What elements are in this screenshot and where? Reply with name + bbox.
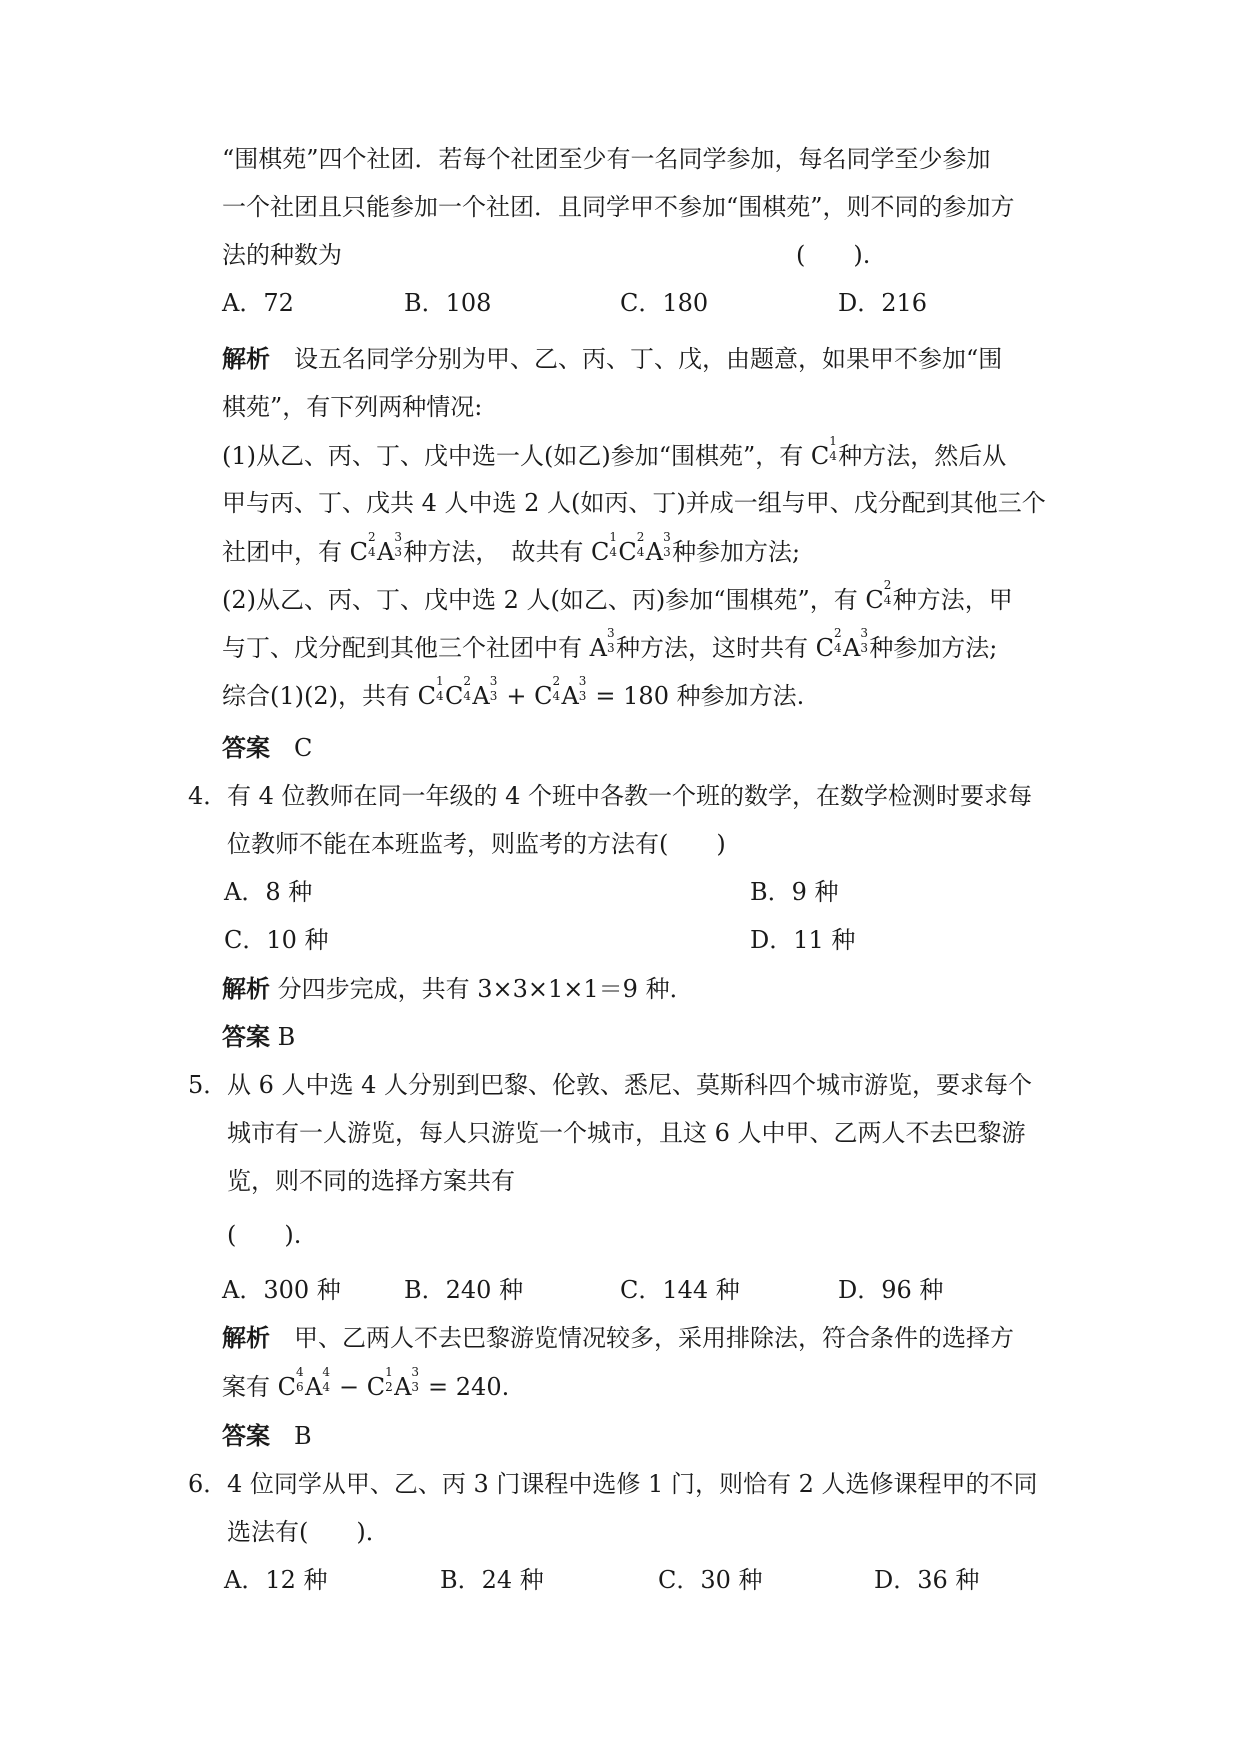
q3-option-a: A．72 bbox=[222, 289, 294, 317]
script-c14e: 1 4 bbox=[435, 674, 444, 703]
script-c24c: 2 4 bbox=[883, 578, 892, 607]
q6-stem-line-1: 4 位同学从甲、乙、丙 3 门课程中选修 1 门，则恰有 2 人选修课程甲的不同 bbox=[227, 1470, 1038, 1498]
script-c41: 1 4 bbox=[829, 434, 837, 463]
script-c24d: 2 4 bbox=[833, 626, 842, 655]
q6-stem-line-2: 选法有( )． bbox=[227, 1518, 390, 1546]
q4-answer: B bbox=[277, 1023, 296, 1051]
script-a44: 4 4 bbox=[322, 1365, 330, 1394]
q3-analysis-line-2: 棋苑”，有下列两种情况: bbox=[222, 393, 483, 421]
q5-number: 5． bbox=[188, 1071, 228, 1099]
q5-stem-line-1: 从 6 人中选 4 人分别到巴黎、伦敦、悉尼、莫斯科四个城市游览，要求每个 bbox=[227, 1071, 1033, 1099]
q3-analysis-line-8: 综合(1)(2)，共有 C 1 4 C 2 4 A 3 3 + C 2 4 A 3 3 = 180 种参加方法. bbox=[222, 674, 805, 710]
q3-answer-paren: ( ). bbox=[796, 241, 871, 269]
q5-analysis-line-1: 解析 甲、乙两人不去巴黎游览情况较多，采用排除法，符合条件的选择方 bbox=[222, 1323, 1014, 1352]
script-c24b: 2 4 bbox=[636, 530, 645, 559]
q4-stem-line-1: 有 4 位教师在同一年级的 4 个班中各教一个班的数学，在数学检测时要求每 bbox=[227, 782, 1033, 810]
q5-option-c: C．144 种 bbox=[620, 1276, 740, 1304]
q5-answer: B bbox=[294, 1422, 312, 1450]
q5-option-b: B．240 种 bbox=[404, 1276, 524, 1304]
q3-stem-line-1: “围棋苑”四个社团．若每个社团至少有一名同学参加，每名同学至少参加 bbox=[222, 145, 991, 173]
q5-option-a: A．300 种 bbox=[222, 1276, 341, 1304]
q5-stem-line-3: 览，则不同的选择方案共有 bbox=[227, 1167, 515, 1195]
script-c24f: 2 4 bbox=[552, 674, 561, 703]
q3-option-d: D．216 bbox=[838, 289, 928, 317]
q4-option-d: D．11 种 bbox=[750, 926, 856, 954]
q5-answer-paren: ( ). bbox=[227, 1221, 302, 1249]
q3-option-b: B．108 bbox=[404, 289, 492, 317]
q5-stem-line-2: 城市有一人游览，每人只游览一个城市，且这 6 人中甲、乙两人不去巴黎游 bbox=[227, 1119, 1026, 1147]
q3-analysis-line-5: 社团中，有 C 2 4 A 3 3 种方法， 故共有 C 1 4 C 2 4 A 3 3 种参加方法; bbox=[222, 530, 801, 566]
q3-analysis-line-3: (1)从乙、丙、丁、戊中选一人(如乙)参加“围棋苑”，有 C 1 4 种方法，然后从 bbox=[222, 434, 1007, 470]
q6-option-c: C．30 种 bbox=[658, 1566, 763, 1594]
script-a33e: 3 3 bbox=[489, 674, 498, 703]
q3-analysis-line-1: 解析 设五名同学分别为甲、乙、丙、丁、戊，由题意，如果甲不参加“围 bbox=[222, 344, 1003, 373]
q5-option-d: D．96 种 bbox=[838, 1276, 944, 1304]
script-c24e: 2 4 bbox=[463, 674, 471, 703]
analysis-label: 解析 bbox=[222, 344, 270, 373]
q5-answer-line: 答案 B bbox=[222, 1421, 312, 1450]
script-a33: 3 3 bbox=[394, 530, 402, 559]
q6-number: 6． bbox=[188, 1470, 228, 1498]
q4-number: 4． bbox=[188, 782, 228, 810]
q3-analysis-line-6: (2)从乙、丙、丁、戊中选 2 人(如乙、丙)参加“围棋苑”，有 C 2 4 种方法，甲 bbox=[222, 578, 1013, 614]
script-c46: 4 6 bbox=[296, 1365, 304, 1394]
q4-answer-line: 答案 B bbox=[222, 1022, 296, 1051]
q3-stem-line-2: 一个社团且只能参加一个社团．且同学甲不参加“围棋苑”，则不同的参加方 bbox=[222, 193, 1015, 221]
q4-analysis: 解析 分四步完成，共有 3×3×1×1＝9 种． bbox=[222, 974, 694, 1003]
script-a33f: 3 3 bbox=[578, 674, 587, 703]
q4-option-b: B．9 种 bbox=[750, 878, 839, 906]
script-c24: 2 4 bbox=[368, 530, 376, 559]
script-a33b: 3 3 bbox=[663, 530, 671, 559]
script-a33g: 3 3 bbox=[411, 1365, 420, 1394]
script-a33d: 3 3 bbox=[860, 626, 868, 655]
q5-analysis-line-2: 案有 C 4 6 A 4 4 − C 1 2 A 3 3 = 240. bbox=[222, 1365, 510, 1401]
q3-analysis-line-7: 与丁、戊分配到其他三个社团中有 A 3 3 种方法，这时共有 C 2 4 A 3 3 种参加方法; bbox=[222, 626, 998, 662]
script-a33c: 3 3 bbox=[606, 626, 615, 655]
q3-analysis-line-4: 甲与丙、丁、戊共 4 人中选 2 人(如丙、丁)并成一组与甲、戊分配到其他三个 bbox=[222, 489, 1046, 517]
answer-label: 答案 bbox=[222, 733, 270, 762]
q3-answer-line bbox=[222, 733, 312, 763]
script-c14: 1 4 bbox=[609, 530, 617, 559]
script-c12: 1 2 bbox=[385, 1365, 393, 1394]
q3-stem-line-3: 法的种数为 bbox=[222, 241, 342, 269]
q3-option-c: C．180 bbox=[620, 289, 709, 317]
q4-option-c: C．10 种 bbox=[224, 926, 329, 954]
q6-option-a: A．12 种 bbox=[224, 1566, 328, 1594]
q6-option-b: B．24 种 bbox=[440, 1566, 544, 1594]
q4-option-a: A．8 种 bbox=[224, 878, 313, 906]
q3-answer: C bbox=[294, 734, 313, 762]
q4-stem-line-2: 位教师不能在本班监考，则监考的方法有( ) bbox=[227, 830, 726, 858]
q6-option-d: D．36 种 bbox=[874, 1566, 980, 1594]
